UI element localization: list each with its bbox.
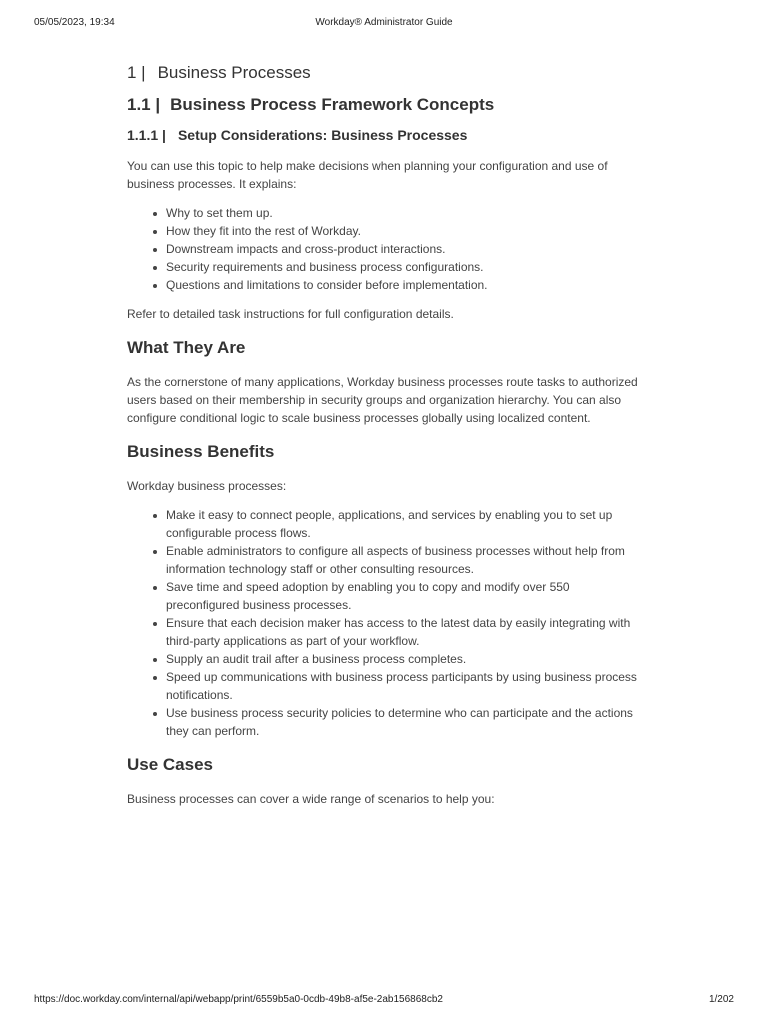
heading-level-3 xyxy=(127,124,642,146)
list-item: How they fit into the rest of Workday. xyxy=(166,222,642,240)
print-url: https://doc.workday.com/internal/api/webapp/print/6559b5a0-0cdb-49b8-af5e-2ab156868cb2 xyxy=(34,994,443,1005)
list-item: Downstream impacts and cross-product interactions. xyxy=(166,240,642,258)
print-title: Workday® Administrator Guide xyxy=(315,17,453,28)
section-title-what-they-are: What They Are xyxy=(127,338,246,357)
benefits-list xyxy=(127,506,642,740)
heading-text: Business Processes xyxy=(157,63,311,82)
heading-number: 1.1.1 | xyxy=(127,127,166,143)
intro-paragraph: You can use this topic to help make decisions when planning your configuration and use of business processes. It explains: xyxy=(127,159,608,191)
list-item: Use business process security policies to determine who can participate and the actions they can perform. xyxy=(166,704,642,740)
list-item: Questions and limitations to consider before implementation. xyxy=(166,276,642,294)
heading-text: Setup Considerations: Business Processes xyxy=(177,127,468,143)
section-title-use-cases: Use Cases xyxy=(127,755,214,774)
list-item: Enable administrators to configure all aspects of business processes without help from information technology staff or other consulting resources. xyxy=(166,542,642,578)
heading-number: 1 | xyxy=(127,63,146,82)
use-cases-paragraph: Business processes can cover a wide range of scenarios to help you: xyxy=(127,792,495,806)
list-item: Security requirements and business process configurations. xyxy=(166,258,642,276)
section-title-business-benefits: Business Benefits xyxy=(127,442,275,461)
what-they-are-paragraph: As the cornerstone of many applications, Workday business processes route tasks to authorized users based on their membership in security groups and organization hierarchy. You can also configure conditional logic to scale business processes globally using localized content. xyxy=(127,375,638,425)
list-item: Speed up communications with business process participants by using business process notifications. xyxy=(166,668,642,704)
list-item: Supply an audit trail after a business process completes. xyxy=(166,650,642,668)
list-item: Why to set them up. xyxy=(166,204,642,222)
list-item: Make it easy to connect people, applications, and services by enabling you to set up configurable process flows. xyxy=(166,506,642,542)
document-body xyxy=(127,60,642,808)
benefits-lead: Workday business processes: xyxy=(127,479,287,493)
list-item: Ensure that each decision maker has access to the latest data by easily integrating with third-party applications as part of your workflow. xyxy=(166,614,642,650)
refer-paragraph: Refer to detailed task instructions for full configuration details. xyxy=(127,307,454,321)
heading-level-2 xyxy=(127,92,642,118)
print-date: 05/05/2023, 19:34 xyxy=(34,17,115,28)
page-number: 1/202 xyxy=(708,994,734,1005)
heading-number: 1.1 | xyxy=(127,95,161,114)
heading-text: Business Process Framework Concepts xyxy=(170,95,495,114)
intro-list xyxy=(127,204,642,294)
list-item: Save time and speed adoption by enabling you to copy and modify over 550 preconfigured business processes. xyxy=(166,578,642,614)
heading-level-1 xyxy=(127,60,642,86)
